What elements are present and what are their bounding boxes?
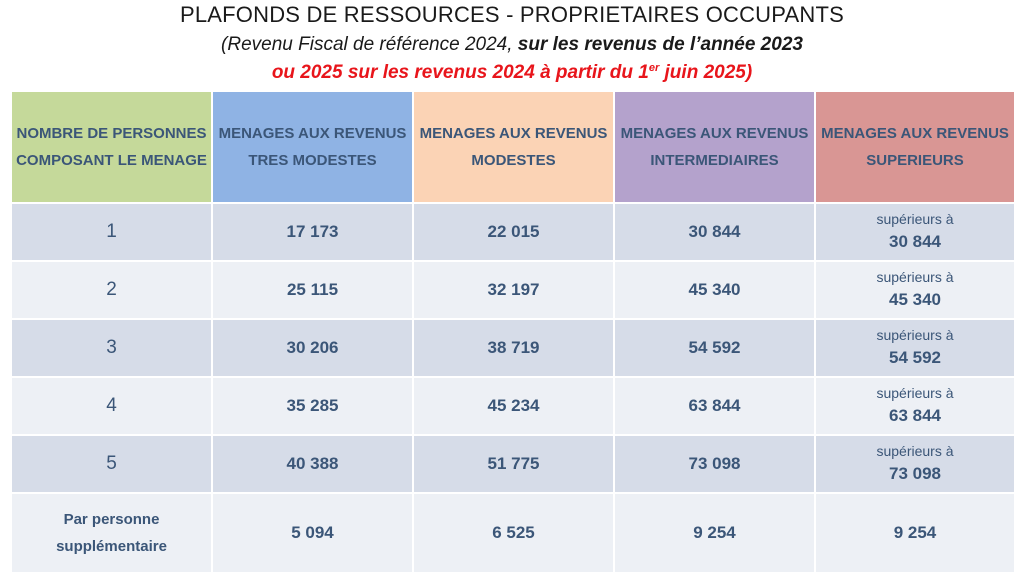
extra-person-label: Par personne supplémentaire xyxy=(11,493,212,573)
superieurs-value: 30 844 xyxy=(889,232,941,251)
superieurs-cell xyxy=(815,203,1015,261)
header-intermediaires: MENAGES AUX REVENUS INTERMEDIAIRES xyxy=(614,91,815,203)
tres-modestes-cell: 35 285 xyxy=(212,377,413,435)
header-modestes: MENAGES AUX REVENUS MODESTES xyxy=(413,91,614,203)
superieurs-value: 73 098 xyxy=(889,464,941,483)
superieurs-value: 63 844 xyxy=(889,406,941,425)
persons-cell: 5 xyxy=(11,435,212,493)
modestes-cell: 38 719 xyxy=(413,319,614,377)
superieurs-value: 45 340 xyxy=(889,290,941,309)
table-row xyxy=(11,435,1015,493)
modestes-cell: 32 197 xyxy=(413,261,614,319)
table-row-extra-person xyxy=(11,493,1015,573)
superieurs-prefix: supérieurs à xyxy=(876,269,954,285)
intermediaires-cell: 63 844 xyxy=(614,377,815,435)
intermediaires-cell: 30 844 xyxy=(614,203,815,261)
tres-modestes-cell: 30 206 xyxy=(212,319,413,377)
superieurs-prefix: supérieurs à xyxy=(876,385,954,401)
subtitle-line-2-sup: er xyxy=(648,62,660,74)
persons-cell: 3 xyxy=(11,319,212,377)
header-superieurs: MENAGES AUX REVENUS SUPERIEURS xyxy=(815,91,1015,203)
superieurs-cell xyxy=(815,377,1015,435)
table-row xyxy=(11,319,1015,377)
header-row xyxy=(11,91,1015,203)
superieurs-prefix: supérieurs à xyxy=(876,443,954,459)
subtitle-line-2-a: ou 2025 sur les revenus 2024 à partir du 1 xyxy=(271,62,649,83)
persons-cell: 4 xyxy=(11,377,212,435)
subtitle-part-2: sur les revenus de l’année 2023 xyxy=(517,34,803,55)
superieurs-cell: 9 254 xyxy=(815,493,1015,573)
superieurs-prefix: supérieurs à xyxy=(876,327,954,343)
header-tres-modestes: MENAGES AUX REVENUS TRES MODESTES xyxy=(212,91,413,203)
modestes-cell: 51 775 xyxy=(413,435,614,493)
income-ceilings-table xyxy=(10,90,1016,574)
modestes-cell: 22 015 xyxy=(413,203,614,261)
modestes-cell: 6 525 xyxy=(413,493,614,573)
intermediaires-cell: 45 340 xyxy=(614,261,815,319)
modestes-cell: 45 234 xyxy=(413,377,614,435)
intermediaires-cell: 54 592 xyxy=(614,319,815,377)
persons-cell: 1 xyxy=(11,203,212,261)
tres-modestes-cell: 17 173 xyxy=(212,203,413,261)
subtitle-part-1: (Revenu Fiscal de référence 2024, xyxy=(221,34,518,55)
superieurs-cell xyxy=(815,261,1015,319)
document-title: PLAFONDS DE RESSOURCES - PROPRIETAIRES OCCUPANTS xyxy=(179,2,844,27)
table-row xyxy=(11,203,1015,261)
superieurs-prefix: supérieurs à xyxy=(876,211,954,227)
persons-cell: 2 xyxy=(11,261,212,319)
header-persons: NOMBRE DE PERSONNES COMPOSANT LE MENAGE xyxy=(11,91,212,203)
tres-modestes-cell: 40 388 xyxy=(212,435,413,493)
intermediaires-cell: 73 098 xyxy=(614,435,815,493)
superieurs-value: 54 592 xyxy=(889,348,941,367)
superieurs-cell xyxy=(815,319,1015,377)
subtitle-line-2 xyxy=(0,62,1024,84)
subtitle-line-1 xyxy=(0,34,1024,56)
tres-modestes-cell: 5 094 xyxy=(212,493,413,573)
superieurs-cell xyxy=(815,435,1015,493)
tres-modestes-cell: 25 115 xyxy=(212,261,413,319)
subtitle-line-2-b: juin 2025) xyxy=(659,62,753,83)
intermediaires-cell: 9 254 xyxy=(614,493,815,573)
table-row xyxy=(11,377,1015,435)
table-row xyxy=(11,261,1015,319)
